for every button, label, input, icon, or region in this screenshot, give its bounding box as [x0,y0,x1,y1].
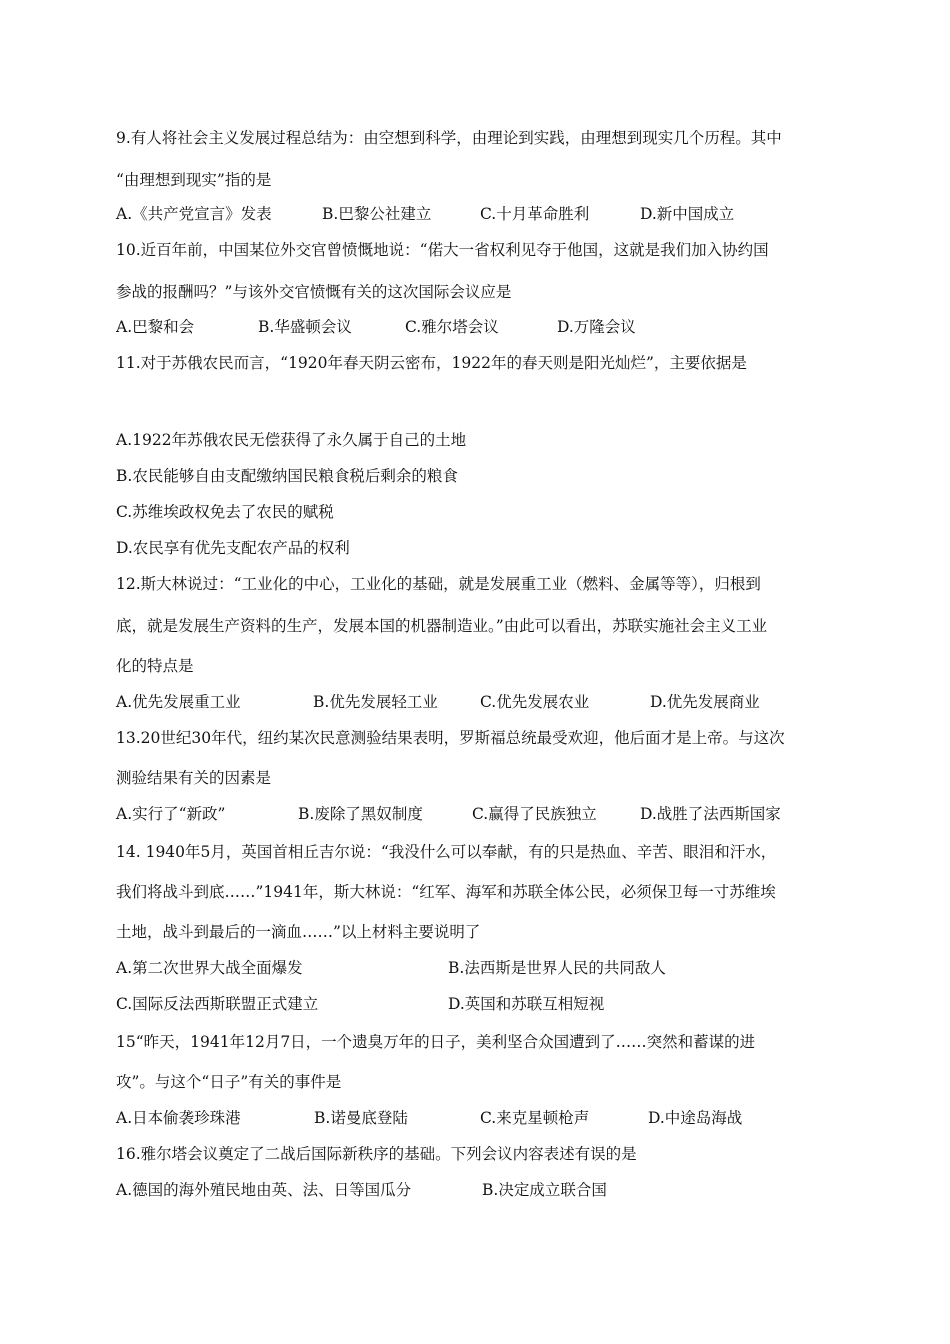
question-11-option-d: D.农民享有优先支配农产品的权利 [116,539,350,557]
question-15-option-d: D.中途岛海战 [648,1109,743,1127]
question-15-stem-line-1: 15“昨天，1941年12月7日，一个遗臭万年的日子，美利坚合众国遭到了……突然和蓄谋的进 [116,1033,756,1051]
question-13-option-d: D.战胜了法西斯国家 [640,805,781,823]
question-9-stem-line-2: “由理想到现实”指的是 [116,171,272,189]
question-14-option-c: C.国际反法西斯联盟正式建立 [116,995,319,1013]
question-12-option-a: A.优先发展重工业 [116,693,241,711]
question-10-option-c: C.雅尔塔会议 [405,318,499,336]
question-9-option-a: A.《共产党宣言》发表 [116,205,272,223]
question-11-option-c: C.苏维埃政权免去了农民的赋税 [116,503,334,521]
question-9-option-c: C.十月革命胜利 [480,205,590,223]
question-12-option-d: D.优先发展商业 [650,693,760,711]
question-9-stem-line-1: 9.有人将社会主义发展过程总结为：由空想到科学，由理论到实践，由理想到现实几个历程。其中 [116,129,782,147]
question-16-option-a: A.德国的海外殖民地由英、法、日等国瓜分 [116,1181,412,1199]
question-13-option-a: A.实行了“新政” [116,805,226,823]
question-9-option-d: D.新中国成立 [640,205,735,223]
question-10-option-a: A.巴黎和会 [116,318,195,336]
question-12-stem-line-3: 化的特点是 [116,657,194,675]
question-14-option-d: D.英国和苏联互相短视 [448,995,605,1013]
question-9-option-b: B.巴黎公社建立 [322,205,432,223]
question-15-stem-line-2: 攻”。与这个“日子”有关的事件是 [116,1073,342,1091]
question-10-stem-line-2: 参战的报酬吗？”与该外交官愤慨有关的这次国际会议应是 [116,283,512,301]
question-12-option-c: C.优先发展农业 [480,693,590,711]
question-15-option-b: B.诺曼底登陆 [314,1109,408,1127]
question-16-stem-line-1: 16.雅尔塔会议奠定了二战后国际新秩序的基础。下列会议内容表述有误的是 [116,1145,637,1163]
question-11-option-b: B.农民能够自由支配缴纳国民粮食税后剩余的粮食 [116,467,458,485]
question-11-stem-line-1: 11.对于苏俄农民而言，“1920年春天阴云密布，1922年的春天则是阳光灿烂”，主要依据是 [116,354,747,372]
question-15-option-c: C.来克星顿枪声 [480,1109,590,1127]
question-14-stem-line-3: 土地，战斗到最后的一滴血……”以上材料主要说明了 [116,923,481,941]
question-12-option-b: B.优先发展轻工业 [313,693,438,711]
question-12-stem-line-2: 底，就是发展生产资料的生产，发展本国的机器制造业。”由此可以看出，苏联实施社会主义工业 [116,617,768,635]
question-14-option-b: B.法西斯是世界人民的共同敌人 [448,959,666,977]
question-14-option-a: A.第二次世界大战全面爆发 [116,959,303,977]
question-13-option-b: B.废除了黑奴制度 [298,805,423,823]
question-10-stem-line-1: 10.近百年前，中国某位外交官曾愤慨地说：“偌大一省权利见夺于他国，这就是我们加入协约国 [116,241,769,259]
question-13-stem-line-1: 13.20世纪30年代，纽约某次民意测验结果表明，罗斯福总统最受欢迎，他后面才是上帝。与这次 [116,729,785,747]
question-12-stem-line-1: 12.斯大林说过：“工业化的中心，工业化的基础，就是发展重工业（燃料、金属等等），归根到 [116,575,761,593]
question-14-stem-line-2: 我们将战斗到底……”1941年，斯大林说：“红军、海军和苏联全体公民，必须保卫每一寸苏维埃 [116,883,776,901]
question-13-stem-line-2: 测验结果有关的因素是 [116,769,272,787]
question-10-option-b: B.华盛顿会议 [258,318,352,336]
question-16-option-b: B.决定成立联合国 [482,1181,607,1199]
question-13-option-c: C.赢得了民族独立 [472,805,597,823]
question-15-option-a: A.日本偷袭珍珠港 [116,1109,241,1127]
question-11-option-a: A.1922年苏俄农民无偿获得了永久属于自己的土地 [116,431,467,449]
question-10-option-d: D.万隆会议 [557,318,636,336]
question-14-stem-line-1: 14. 1940年5月，英国首相丘吉尔说：“我没什么可以奉献，有的只是热血、辛苦、眼泪和汗水， [116,843,777,861]
